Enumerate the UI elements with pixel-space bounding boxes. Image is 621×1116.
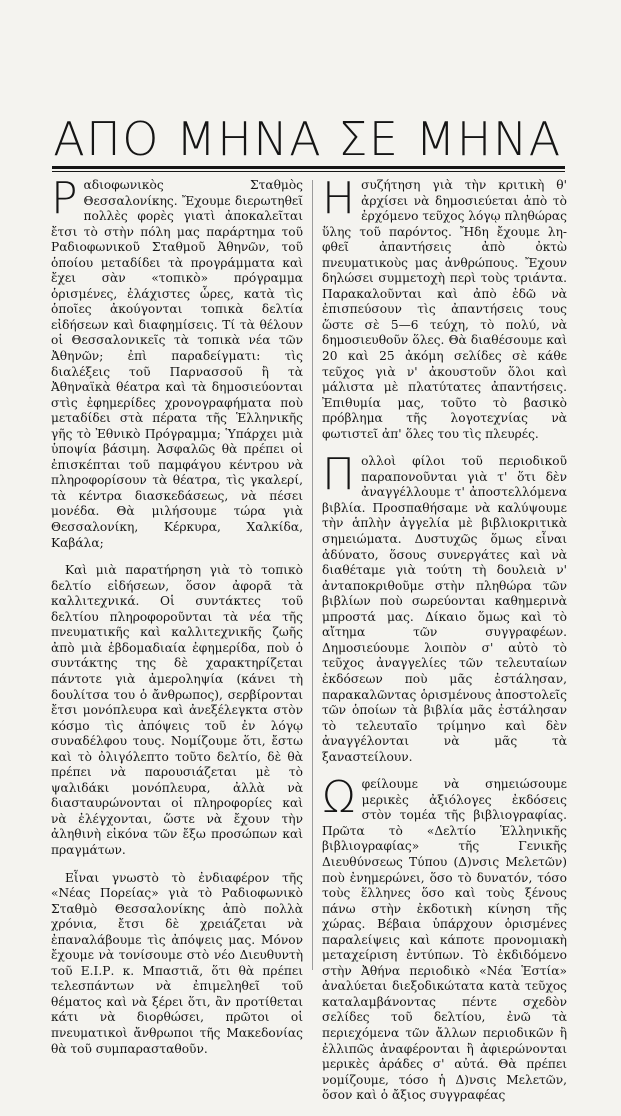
paragraph-nea-poreia: Εἶναι γνωστὸ τὸ ἐνδιαφέρον τῆς «Νέας Πορείας» γιὰ τὸ Ραδιοφωνικὸ Σταθμὸ Θεσσαλονίκης ἀπὸ πολλὰ χρόνια, ἔτσι δὲ χρειάζεται νὰ ἐπαναλάβουμε τὶς ἀπόψεις μας. Μόνον ἔχουμε νὰ τονίσουμε στὸ νέο Διευθυντὴ τοῦ Ε.Ι.Ρ. κ. Μπαστιᾶ, ὅτι θὰ πρέπει τελεσπάντων νὰ ἐπιμεληθεῖ τοῦ θέματος καὶ νὰ ξέρει ὅτι, ἂν προτίθεται κάτι νὰ διορθώσει, πρῶτοι οἱ πνευματικοὶ ἄνθρωποι τῆς Μακεδονίας θὰ τοῦ συμπαρασταθοῦν. [51,870,303,1056]
paragraph-radio-station [51,173,303,551]
paragraph-bibliography [322,772,567,1103]
drop-cap: Η [322,173,356,224]
paragraph-text: φείλουμε νὰ σημειώσουμε μερικὲς ἀξιόλογες ἐκδόσεις στὸν τομέα τῆς βιβλιογραφίας. Πρῶτα τὸ «Δελτίο Ἑλληνικῆς βιβλιογραφίας» τῆς Γενικῆς Διευθύνσεως Τύπου (Δ)νσις Μελετῶν) ποὺ ἐνημερώνει, ὅσο τὸ δυνατόν, τόσο τοὺς ἕλληνες ὅσο καὶ τοὺς ξένους πάνω στὴν ἐκδοτικὴ κίνηση τῆς χώρας. Βέβαια ὑπάρχουν ὁρισμένες παραλείψεις καὶ κάποτε προνομιακὴ μεταχείριση ἐντύπων. Τὸ ἐκδιδόμενο στὴν Ἀθήνα περιοδικὸ «Νέα Ἑστία» ἀναλύεται διεξοδικώτατα κατὰ τεῦχος καταλαμβάνοντας πέντε σχεδὸν σελίδες τοῦ δελτίου, ἐνῶ τὰ περιεχόμενα τῶν ἄλλων περιοδικῶν ἢ ἐλλιπῶς ἀναφέρονται ἢ ἀφιερώνονται μερικὲς ἀράδες σ' αὐτά. Θὰ πρέπει νομίζουμε, τόσο ἡ Δ)νσις Μελετῶν, ὅσον καὶ ὁ ἄξιος συγγραφέας [322,777,567,1103]
title-rule-thin [52,171,565,172]
left-column [51,173,303,1069]
paragraph-text: συζήτηση γιὰ τὴν κριτικὴ θ' ἀρχίσει νὰ δημοσιεύεται ἀπὸ τὸ ἐρχόμενο τεῦχος λόγῳ πληθώρας ὕλης τοῦ παρόντος. Ἤδη ἔχουμε ληφθεῖ ἀπαντήσεις ἀπὸ ὀκτὼ πνευματικοὺς μας ἀνθρώπους. Ἔχουν δηλώσει συμμετοχὴ περὶ τοὺς τριάντα. Παρακαλοῦνται καὶ ἀπὸ ἐδῶ νὰ ἐπισπεύσουν τὶς ἀπαντήσεις τους ὥστε σὲ 5—6 τεύχη, τὸ πολύ, νὰ δημοσιευθοῦν ὅλες. Θὰ διαθέσουμε καὶ 20 καὶ 25 ἀκόμη σελίδες σὲ κάθε τεῦχος γιὰ ν' ἀκουστοῦν ὅλοι καὶ μάλιστα μὲ πλατύτατες ἀπαντήσεις. Ἐπιθυμία μας, τοῦτο τὸ βασικὸ πρόβλημα τῆς λογοτεχνίας νὰ φωτιστεῖ ἀπ' ὅλες του τὶς πλευρές. [322,178,567,441]
column-divider [312,180,313,970]
paragraph-criticism [322,173,567,442]
title-rule-thick [52,166,565,169]
paragraph-text: ολλοὶ φίλοι τοῦ περιοδικοῦ παραπονοῦνται γιὰ τ' ὅτι δὲν ἀναγγέλλουμε τ' ἀποστελλόμενα βιβλία. Προσπαθήσαμε νὰ καλύψουμε τὴν ἁπλὴν ἀγγελία μὲ βιβλιοκριτικὰ σημειώματα. Δυστυχῶς ὅμως εἶναι ἀδύνατο, ὅσους συνεργάτες καὶ νὰ διαθέταμε γιὰ τούτη τὴ δουλειὰ ν' ἀνταποκριθοῦμε στὴν πληθώρα τῶν βιβλίων ποὺ σωρεύονται καθημερινὰ μπροστά μας. Δίκαιο ὅμως καὶ τὸ αἴτημα τῶν συγγραφέων. Δημοσιεύουμε λοιπὸν σ' αὐτὸ τὸ τεῦχος ἀναγγελίες τῶν τελευταίων ἐκδόσεων ποὺ μᾶς ἐστάλησαν, παρακαλῶντας ὁρισμένους ἀποστολεῖς τῶν ὁποίων τὰ βιβλία μᾶς ἐστάλησαν τὸ τελευταῖο τρίμηνο καὶ δὲν ἀναγγέλονται νὰ μᾶς τὰ ξαναστείλουν. [322,454,567,764]
drop-cap: Ρ [51,173,78,224]
drop-cap: Ω [322,772,356,824]
drop-cap: Π [322,449,356,501]
right-column [322,173,567,1116]
paragraph-books [322,449,567,765]
paragraph-text: αδιοφωνικὸς Σταθμὸς Θεσσαλονίκης. Ἔχουμε διερωτηθεῖ πολλὲς φορὲς γιατὶ ἀποκαλεῖται ἔτσι τὸ στὴν πόλη μας παράρτημα τοῦ Ραδιοφωνικοῦ Σταθμοῦ Ἀθηνῶν, τοῦ ὁποίου μεταδίδει τὰ προγράμματα καὶ ἔχει σὰν «τοπικὸ» πρόγραμμα ὁρισμένες, ἐλάχιστες ὧρες, κατὰ τὶς ὁποῖες ἀκούγονται τοπικὰ δελτία εἰδήσεων καὶ διαφημίσεις. Τί τὰ θέλουν οἱ Θεσσαλονικεῖς τὰ τοπικὰ νέα τῶν Ἀθηνῶν; ἐπὶ παραδείγματι: τὶς διαλέξεις τοῦ Παρνασσοῦ ἢ τὰ Ἀθηναϊκὰ θέατρα καὶ τὰ δημοσιεύονται στὶς ἐφημερίδες χρονογραφήματα ποὺ μεταδίδει στὰ πέρατα τῆς Ἑλληνικῆς γῆς τὸ Ἐθνικὸ Πρόγραμμα; Ὑπάρχει μιὰ ὑποψία βάσιμη. Ἀσφαλῶς θὰ πρέπει οἱ ἐπισκέπται τοῦ παμφάγου κέντρου νὰ πληροφορίσουν τὰ θέατρα, τὶς γκαλερί, τὰ κέντρα διασκεδάσεως, νὰ πέσει μονέδα. Θὰ μιλήσουμε τώρα γιὰ Θεσσαλονίκη, Κέρκυρα, Χαλκίδα, Καβάλα; [51,178,303,550]
paragraph-news-bulletin: Καὶ μιὰ παρατήρηση γιὰ τὸ τοπικὸ δελτίο εἰδήσεων, ὅσον ἀφορᾶ τὰ καλλιτεχνικά. Οἱ συντάκτες τοῦ δελτίου πληροφοροῦνται τὰ νέα τῆς πνευματικῆς καὶ καλλιτεχνικῆς ζωῆς ἀπὸ μιὰ ἑβδομαδιαία ἐφημερίδα, ποὺ ὁ συντάκτης της δὲ χαρακτηρίζεται πάντοτε γιὰ ἀμεροληψία (κάνει τὴ δουλίτσα του ὁ ἄνθρωπος), σερβίρονται ἔτσι μονόπλευρα καὶ ἀνεξέλεγκτα στὸν κόσμο τὶς ἀπόψεις τοῦ ἐν λόγῳ συναδέλφου τους. Νομίζουμε ὅτι, ἔστω καὶ τὸ ὀλιγόλεπτο τοῦτο δελτίο, δὲ θὰ πρέπει νὰ παρουσιάζεται μὲ τὸ ψαλιδάκι μονόπλευρα, ἀλλὰ νὰ διασταυρώνονται οἱ πληροφορίες καὶ νὰ ἐλέγχονται, ὥστε νὰ ἔχουν τὴν ἀληθινὴ εἰκόνα τῶν ἔξω προσώπων καὶ πραγμάτων. [51,563,303,857]
page-title: ΑΠΟ ΜΗΝΑ ΣΕ ΜΗΝΑ [53,112,562,166]
